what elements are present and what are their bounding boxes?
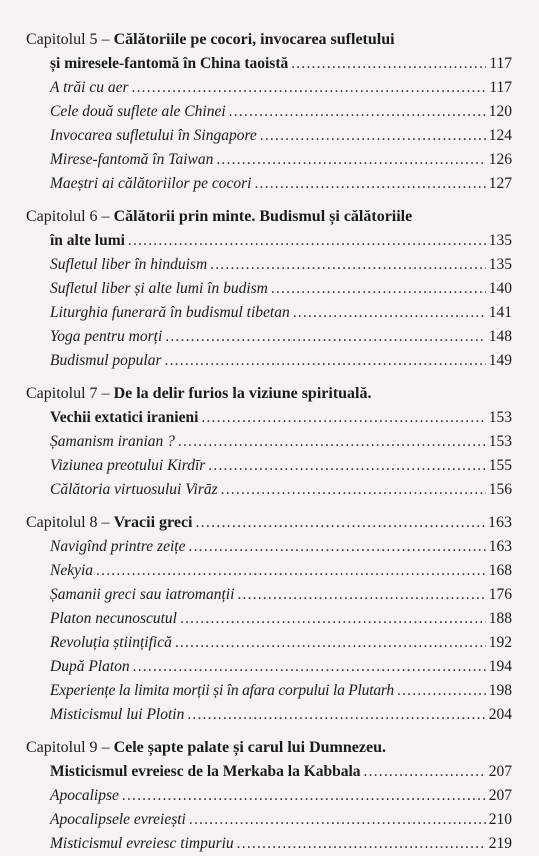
chapter-title: Cele șapte palate și carul lui Dumnezeu.: [113, 739, 386, 756]
page-number: 117: [489, 79, 512, 96]
page-number: 120: [488, 103, 512, 120]
entry-title: Șamanii greci sau iatromanții: [50, 586, 235, 603]
dot-leader: [178, 430, 486, 454]
page-number: 156: [488, 481, 512, 498]
dot-leader: [293, 301, 486, 325]
chapter-8: [26, 511, 512, 727]
chapter-title: Călătorii prin minte. Budismul și călătoriile: [113, 208, 413, 225]
page-number: 192: [488, 634, 512, 651]
chapter-title: Călătoriile pe cocori, invocarea sufletului: [113, 31, 395, 48]
toc-entry: [26, 607, 512, 631]
dot-leader: [237, 583, 485, 607]
page-number: 176: [488, 586, 512, 603]
entry-title: Misticismul lui Plotin: [50, 706, 185, 723]
dot-leader: [187, 703, 485, 727]
chapter-7: [26, 382, 512, 502]
chapter-heading: [26, 511, 512, 535]
entry-title: A trăi cu aer: [50, 79, 129, 96]
page-number: 135: [488, 232, 512, 249]
toc-entry: [26, 148, 512, 172]
entry-title: Yoga pentru morți: [50, 328, 163, 345]
dot-leader: [221, 478, 486, 502]
entry-title: Platon necunoscutul: [50, 610, 177, 627]
chapter-subhead-row: [26, 406, 512, 430]
chapter-6: [26, 205, 512, 373]
page-number: 188: [488, 610, 512, 627]
toc-entry: [26, 430, 512, 454]
dot-leader: [96, 559, 486, 583]
toc-entry: [26, 478, 512, 502]
toc-entry: [26, 784, 512, 808]
entry-title: Budismul popular: [50, 352, 162, 369]
page-number: 140: [488, 280, 512, 297]
toc-entry: [26, 277, 512, 301]
toc-entry: [26, 172, 512, 196]
entry-title: Revoluția științifică: [50, 634, 172, 651]
entry-title: Mirese-fantomă în Taiwan: [50, 151, 214, 168]
entry-title: Maeștri ai călătoriilor pe cocori: [50, 175, 252, 192]
chapter-9: [26, 736, 512, 856]
dot-leader: [180, 607, 486, 631]
dot-leader: [397, 679, 486, 703]
page-number: 126: [488, 151, 512, 168]
page-number: 141: [488, 304, 512, 321]
dot-leader: [165, 349, 486, 373]
entry-title: Liturghia funerară în budismul tibetan: [50, 304, 290, 321]
chapter-subhead: Misticismul evreiesc de la Merkaba la Kabbala: [50, 763, 361, 780]
dot-leader: [237, 832, 486, 856]
toc-entry: [26, 808, 512, 832]
page-number: 168: [488, 562, 512, 579]
page-number: 204: [488, 706, 512, 723]
entry-title: Invocarea sufletului în Singapore: [50, 127, 257, 144]
page-number: 155: [488, 457, 512, 474]
chapter-label: Capitolul 6 –: [26, 208, 110, 225]
chapter-title-cont: în alte lumi: [50, 232, 125, 249]
dot-leader: [364, 760, 486, 784]
toc-entry: [26, 301, 512, 325]
chapter-label: Capitolul 9 –: [26, 739, 110, 756]
toc-entry: [26, 832, 512, 856]
chapter-heading: [26, 28, 512, 52]
toc-entry: [26, 349, 512, 373]
chapter-heading: [26, 382, 512, 406]
page-number: 163: [488, 538, 512, 555]
toc-entry: [26, 100, 512, 124]
dot-leader: [175, 631, 486, 655]
dot-leader: [260, 124, 486, 148]
dot-leader: [201, 406, 485, 430]
dot-leader: [216, 148, 485, 172]
toc-entry: [26, 655, 512, 679]
page-number: 207: [488, 763, 512, 780]
toc-entry: [26, 535, 512, 559]
page-number: 194: [488, 658, 512, 675]
page-number: 219: [488, 835, 512, 852]
dot-leader: [271, 277, 486, 301]
entry-title: După Platon: [50, 658, 130, 675]
chapter-title: Vracii greci: [113, 514, 193, 531]
entry-title: Viziunea preotului Kirdīr: [50, 457, 206, 474]
chapter-label: Capitolul 8 –: [26, 514, 110, 531]
chapter-heading: [26, 736, 512, 760]
chapter-heading: [26, 205, 512, 229]
dot-leader: [195, 511, 485, 535]
page-number: 163: [488, 514, 512, 531]
dot-leader: [254, 172, 485, 196]
dot-leader: [208, 454, 485, 478]
dot-leader: [132, 76, 487, 100]
dot-leader: [165, 325, 485, 349]
chapter-subhead: Vechii extatici iranieni: [50, 409, 199, 426]
toc-entry: [26, 631, 512, 655]
entry-title: Navigînd printre zeițe: [50, 538, 186, 555]
dot-leader: [229, 100, 486, 124]
page-number: 207: [488, 787, 512, 804]
toc-entry: [26, 253, 512, 277]
entry-title: Cele două suflete ale Chinei: [50, 103, 226, 120]
toc-entry: [26, 325, 512, 349]
chapter-label: Capitolul 5 –: [26, 31, 110, 48]
dot-leader: [189, 808, 486, 832]
page-number: 153: [488, 409, 512, 426]
page-number: 117: [489, 55, 512, 72]
toc-entry: [26, 679, 512, 703]
entry-title: Apocalipse: [50, 787, 119, 804]
toc-entry: [26, 559, 512, 583]
entry-title: Călătoria virtuosului Virāz: [50, 481, 218, 498]
chapter-title: De la delir furios la viziune spirituală.: [113, 385, 372, 402]
toc-entry: [26, 703, 512, 727]
entry-title: Șamanism iranian ?: [50, 433, 175, 450]
dot-leader: [210, 253, 486, 277]
chapter-subhead-row: [26, 760, 512, 784]
dot-leader: [291, 52, 486, 76]
toc-entry: [26, 124, 512, 148]
entry-title: Sufletul liber în hinduism: [50, 256, 208, 273]
dot-leader: [122, 784, 486, 808]
dot-leader: [128, 229, 486, 253]
entry-title: Misticismul evreiesc timpuriu: [50, 835, 234, 852]
chapter-title-row: [26, 229, 512, 253]
chapter-label: Capitolul 7 –: [26, 385, 110, 402]
entry-title: Experiențe la limita morții și în afara corpului la Plutarh: [50, 682, 394, 699]
entry-title: Nekyia: [50, 562, 94, 579]
table-of-contents: [26, 28, 512, 856]
chapter-title-row: [26, 52, 512, 76]
toc-entry: [26, 76, 512, 100]
toc-entry: [26, 454, 512, 478]
page-number: 149: [488, 352, 512, 369]
entry-title: Apocalipsele evreiești: [50, 811, 186, 828]
page-number: 127: [488, 175, 512, 192]
dot-leader: [133, 655, 486, 679]
page-number: 198: [488, 682, 512, 699]
page-number: 148: [488, 328, 512, 345]
page-number: 210: [488, 811, 512, 828]
chapter-5: [26, 28, 512, 196]
dot-leader: [188, 535, 485, 559]
toc-entry: [26, 583, 512, 607]
chapter-heading-text: [26, 511, 192, 535]
page-number: 135: [488, 256, 512, 273]
page-number: 124: [488, 127, 512, 144]
chapter-title-cont: și miresele-fantomă în China taoistă: [50, 55, 289, 72]
entry-title: Sufletul liber și alte lumi în budism: [50, 280, 268, 297]
page-number: 153: [488, 433, 512, 450]
